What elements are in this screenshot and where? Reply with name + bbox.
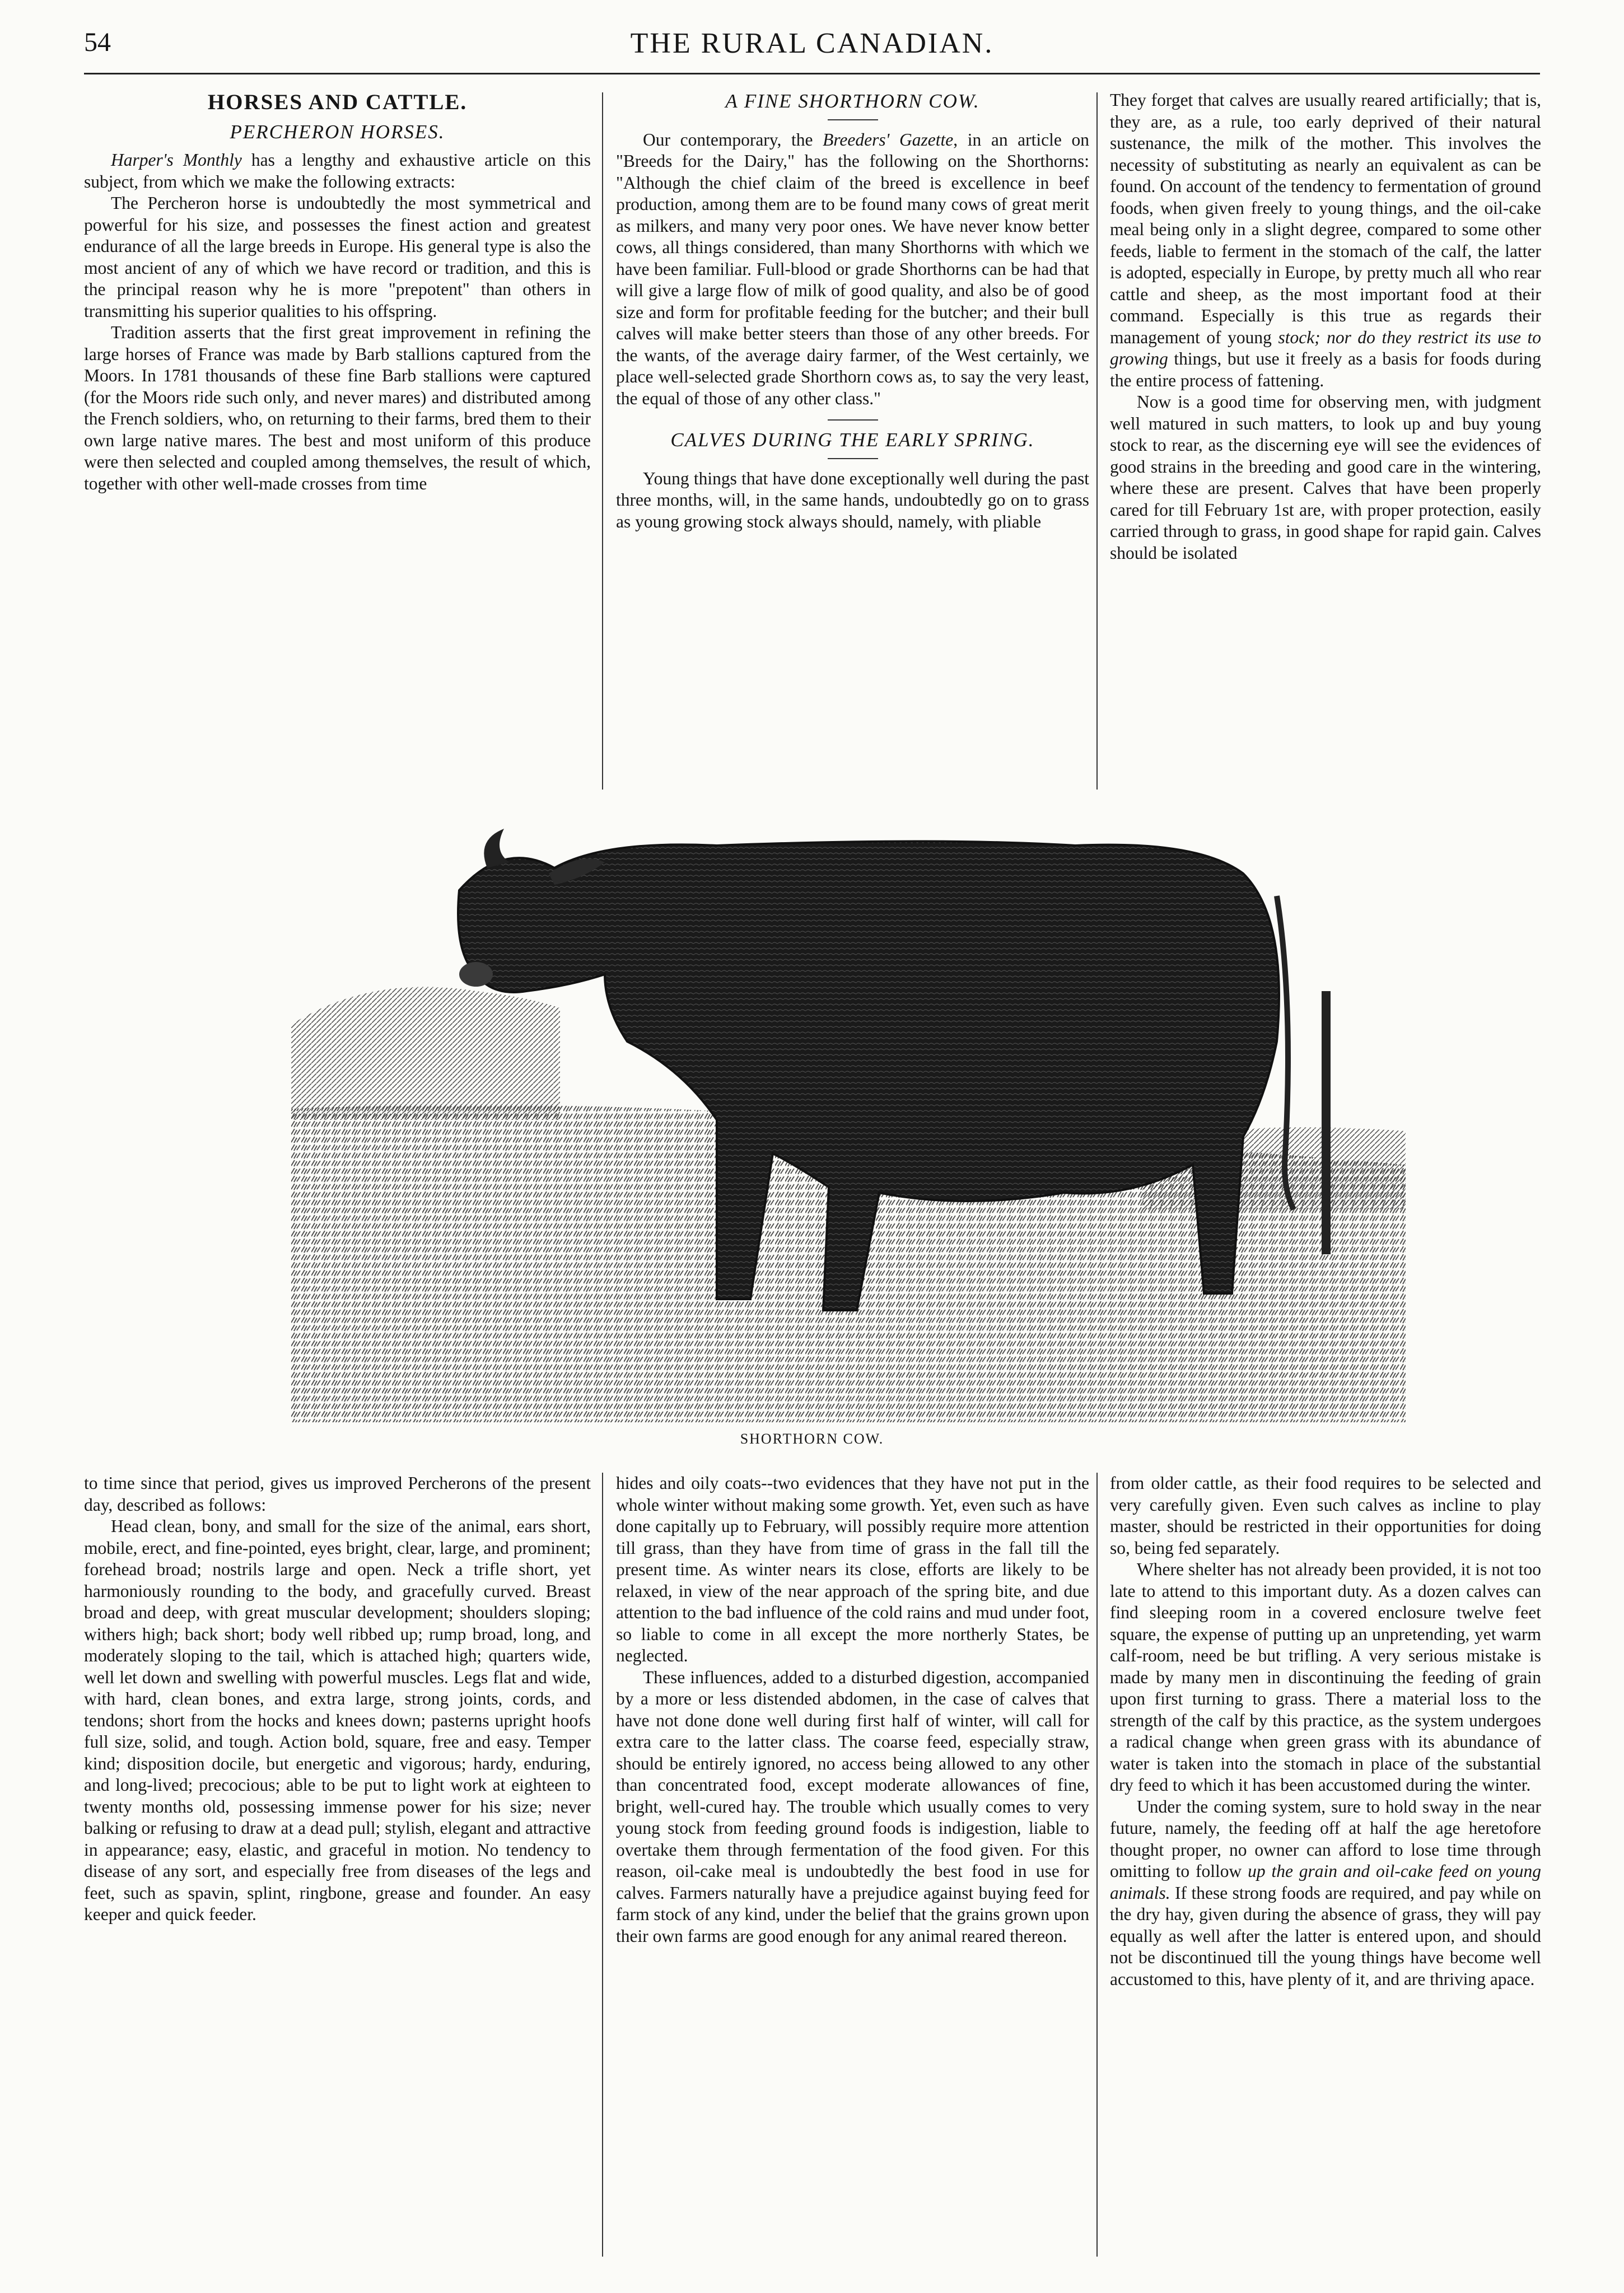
page-header (84, 27, 1540, 66)
column-divider (602, 92, 603, 790)
text-run: If these strong foods are required, and pay while on the dry hay, given during the absence of grass, they will pay equally as well after the latter is entered upon, and should not be discontinued till the young things have become well accustomed to this, have plenty of it, and are thriving apace. (1110, 1883, 1541, 1989)
shorthorn-cow-engraving (291, 806, 1406, 1422)
paragraph: Head clean, bony, and small for the size of the animal, ears short, mobile, erect, and fine-pointed, eyes bright, clear, large, and prominent; forehead broad; nostrils large and open. Neck a trifle short, yet harmoniously rounding to the body, and gracefully curved. Breast broad and deep, with great muscular development; shoulders sloping; withers high; back short; body well ribbed up; rump broad, long, and moderately sloping to the tail, which is attached high; quarters wide, well let down and swelling with powerful muscles. Legs flat and wide, with hard, clean bones, and extra large, strong joints, cords, and tendons; short from the hocks and knees down; pasterns upright hoofs full size, solid, and tough. Action bold, square, free and easy. Temper kind; disposition docile, but energetic and vigorous; hardy, enduring, and long-lived; precocious; able to be put to light work at eighteen to twenty months old, possessing immense power for his size; never balking or refusing to draw at a dead pull; stylish, elegant and attractive in appearance; easy, elastic, and graceful in motion. No tendency to disease of any sort, and especially free from diseases of the legs and feet, such as spavin, splint, ringbone, grease and founder. An easy keeper and quick feeder. (84, 1516, 591, 1924)
text-run: , in an article on "Breeds for the Dairy," has the following on the Shorthorns: "Although the chief claim of the breed is excellence in beef production, among them are to be found many cows of great merit as milkers, and many very poor ones. We have never know better cows, all things considered, than many Shorthorns with which we have been familiar. Full-blood or grade Shorthorns can be had that will give a large flow of milk of good quality, and also be of good size and form for profitable feeding for the butcher; and their bull calves will make better steers than those of any other breeds. For the wants, of the average dairy farmer, of the West certainly, we place well-selected grade Shorthorn cows as, to say the very least, the equal of those of any other class." (616, 129, 1089, 408)
page-number: 54 (84, 27, 111, 57)
section-heading: HORSES AND CATTLE. (207, 90, 468, 114)
gazette-name: Breeders' Gazette (823, 129, 954, 150)
paragraph: Tradition asserts that the first great improvement in refining the large horses of France was made by Barb stallions captured from the Moors. In 1781 thousands of these fine Barb stallions were captured (for the Moors ride such only, and never mares) and distributed among the French soldiers, who, on returning to their farms, bred them to their own large native mares. The best and most uniform of this produce were then selected and coupled among themselves, the result of which, together with other well-made crosses from time (84, 323, 591, 493)
column-calves-cont (1110, 90, 1541, 564)
hill-left (291, 987, 560, 1120)
paragraph: Where shelter has not already been provided, it is not too late to attend to this important duty. As a dozen calves can find sleeping room in a covered enclosure twelve feet square, the expense of putting up an unpretending, yet warm calf-room, need be but trifling. A very serious mistake is made by many men in discontinuing the feeding of grain upon first turning to grass. There a material loss to the strength of the calf by this practice, as the system undergoes a radical change when green grass with its abundance of water is taken into the stomach in place of the substantial dry feed to which it has been accustomed during the winter. (1110, 1559, 1541, 1795)
article-heading-shorthorn: A FINE SHORTHORN COW. (725, 90, 980, 112)
heading-rule (828, 419, 878, 421)
paragraph (1110, 1796, 1541, 1991)
heading-rule (828, 458, 878, 459)
italic-run: stock; nor do they restrict its use to growing (1110, 327, 1542, 368)
intro-text: has a lengthy and exhaustive article on this subject, from which we make the following extracts: (84, 150, 591, 192)
cow-muzzle (459, 962, 493, 987)
paragraph: from older cattle, as their food requires to be selected and very carefully given. Even such calves as incline to play master, should be restricted in their opportunities for doing so, being fed separately. (1110, 1473, 1541, 1558)
column-horses (84, 90, 591, 494)
column-divider (1096, 92, 1098, 790)
column-calves-lower (616, 1473, 1089, 1947)
intro-source: Harper's Monthly (111, 150, 242, 170)
paragraph: Young things that have done exceptionally well during the past three months, will, in the same hands, undoubtedly go on to grass as young growing stock always should, namely, with pliable (616, 468, 1089, 531)
paragraph (616, 129, 1089, 410)
column-divider (602, 1473, 603, 2257)
article-heading-calves: CALVES DURING THE EARLY SPRING. (670, 429, 1035, 451)
header-rule (84, 73, 1540, 74)
publication-title: THE RURAL CANADIAN. (630, 27, 994, 59)
heading-rule (828, 119, 878, 120)
column-shorthorn-calves (616, 90, 1089, 533)
text-run: Under the coming system, sure to hold sway in the near future, namely, the feeding off at half the age heretofore thought proper, no owner can afford to lose time through omitting to follow (1110, 1796, 1541, 1881)
paragraph (1110, 90, 1541, 391)
article-heading-percheron: PERCHERON HORSES. (230, 120, 445, 143)
paragraph: These influences, added to a disturbed digestion, accompanied by a more or less distended abdomen, in the case of calves that have not done done well during first half of winter, will call for extra care to the latter class. The coarse feed, especially straw, should be entirely ignored, no access being allowed to any other than concentrated food, except moderate allowances of fine, bright, well-cured hay. The trouble which usually comes to very young stock from feeding ground foods is indigestion, liable to overtake them through fermentation of the food given. For this reason, oil-cake meal is undoubtedly the best food in use for calves. Farmers naturally have a prejudice against buying feed for farm stock of any kind, under the belief that the grains grown upon their own farms are good enough for any animal reared thereon. (616, 1667, 1089, 1946)
italic-run: up the grain and oil-cake feed on young animals. (1110, 1861, 1541, 1903)
column-divider (1096, 1473, 1098, 2257)
text-run: They forget that calves are usually reared artificially; that is, they are, as a rule, too early deprived of their natural sustenance, the milk of the mother. This involves the necessity of substituting as nearly an equivalent as can be found. On account of the tendency to fermentation of ground foods, when given freely to young things, and the oil-cake meal being only in a slight degree, compared to some other feeds, liable to ferment in the stomach of the calf, the latter is adopted, especially in Europe, by pretty much all who rear cattle and sheep, as the most important food at their command. Especially is this true as regards their management of young (1110, 90, 1541, 347)
column-calves-final (1110, 1473, 1541, 1990)
paragraph: Now is a good time for observing men, with judgment well matured in such matters, to look up and buy young stock to rear, as the discerning eye will see the evidences of good strains in the breeding and good care in the wintering, where these are present. Calves that have been properly cared for till February 1st are, with proper protection, easily carried through to grass, in good shape for rapid gain. Calves should be isolated (1110, 392, 1541, 563)
article-intro (84, 150, 591, 193)
column-percheron-cont (84, 1473, 591, 1926)
figure-caption: SHORTHORN COW. (740, 1431, 884, 1447)
fence-post (1322, 991, 1331, 1254)
paragraph: to time since that period, gives us improved Percherons of the present day, described as follows: (84, 1473, 591, 1515)
paragraph: The Percheron horse is undoubtedly the most symmetrical and powerful for his size, and possesses the finest action and greatest endurance of all the large breeds in Europe. His general type is also the most ancient of any of which we have record or tradition, and this is the principal reason why he is more "prepotent" than others in transmitting his superior qualities to his offspring. (84, 193, 591, 321)
cow-horn (484, 829, 510, 868)
text-run: Our contemporary, the (643, 129, 823, 150)
text-run: things, but use it freely as a basis for foods during the entire process of fattening. (1110, 349, 1541, 390)
paragraph: hides and oily coats--two evidences that they have not put in the whole winter without making some growth. Yet, even such as have done capitally up to February, will possibly require more attention till grass, than they have from time of grass in the fall till the present time. As winter nears its close, efforts are likely to be relaxed, in view of the near approach of the spring bite, and due attention to the bad influence of the cold rains and mud under foot, so liable to come in all except the more northerly States, be neglected. (616, 1473, 1089, 1665)
